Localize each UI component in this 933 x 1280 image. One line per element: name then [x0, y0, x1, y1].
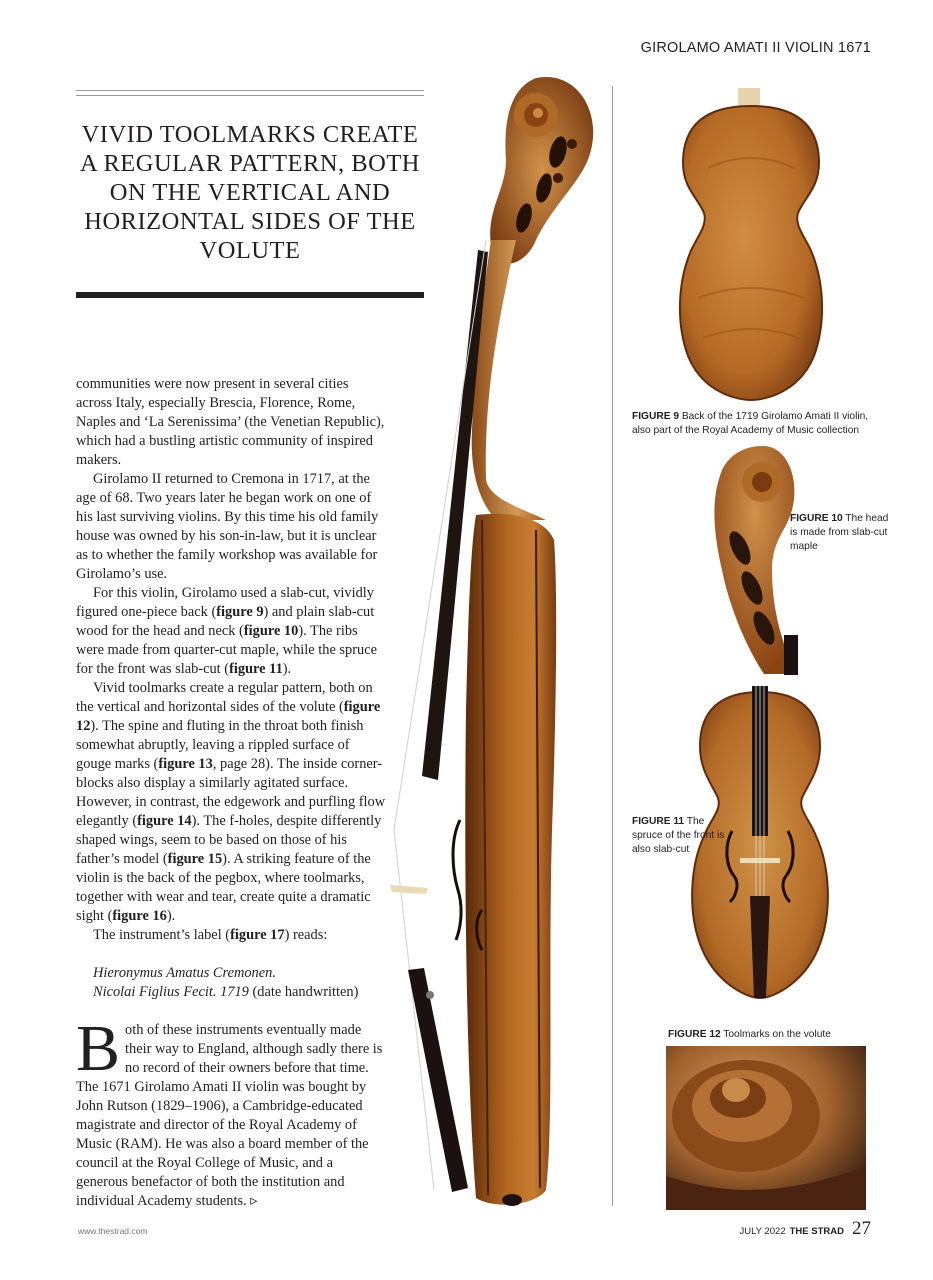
figure-ref-13: figure 13 — [158, 756, 213, 772]
figure-9-caption: FIGURE 9 Back of the 1719 Girolamo Amati II violin, also part of the Royal Academy of Music collection — [632, 411, 869, 436]
figure-ref-11: figure 11 — [229, 661, 283, 677]
figure-10-caption: FIGURE 10 The head is made from slab-cut maple — [790, 513, 889, 552]
running-head: GIROLAMO AMATI II VIOLIN 1671 — [640, 40, 871, 56]
article-body — [76, 375, 388, 1211]
figure-9-photo — [668, 88, 834, 406]
footer-folio — [739, 1218, 871, 1240]
paragraph-2: Girolamo II returned to Cremona in 1717, at the age of 68. Two years later he began work on one of his last surviving violins. By this time his old family house was owned by his son-in-law, but it is unclear as to whether the family workshop was available for Girolamo’s use. — [76, 471, 379, 582]
paragraph-6: Both of these instruments eventually made their way to England, although sadly there is no record of their owners before that time. The 1671 Girolamo Amati II violin was bought by John Rutson (1829–1906), a Cambridge-educated magistrate and director of the Royal Academy of Music (RAM). He was also a board member of the council at the Royal College of Music, and a generous benefactor of both the institution and individual Academy students. ▹ — [76, 1012, 383, 1209]
instrument-label-quote: Hieronymus Amatus Cremonen. Nicolai Figlius Fecit. 1719 (date handwritten) — [93, 965, 359, 1000]
figure-ref-14: figure 14 — [137, 813, 192, 829]
footer-magazine: THE STRAD — [789, 1226, 844, 1237]
pullquote-rule-bottom — [76, 292, 424, 298]
paragraph-3: For this violin, Girolamo used a slab-cut, vividly figured one-piece back (figure 9) and plain slab-cut wood for the head and neck (figure 10). The ribs were made from quarter-cut maple, while the spruce for the front was slab-cut (figure 11). — [76, 585, 377, 677]
pullquote-rule-top-1 — [76, 90, 424, 91]
paragraph-5: The instrument’s label (figure 17) reads: — [93, 927, 328, 943]
pull-quote: VIVID TOOLMARKS CREATE A REGULAR PATTERN, BOTH ON THE VERTICAL AND HORIZONTAL SIDES OF THE VOLUTE — [79, 121, 420, 264]
figure-11-caption: FIGURE 11 The spruce of the front is also slab-cut — [632, 816, 725, 855]
paragraph-4: Vivid toolmarks create a regular pattern, both on the vertical and horizontal sides of the volute (figure 12). The spine and fluting in the throat both finish somewhat abruptly, leaving a rippled surface of gouge marks (figure 13, page 28). The inside corner-blocks also display a similarly agitated surface. However, in contrast, the edgework and purfling flow elegantly (figure 14). The f-holes, despite differently shaped wings, seem to be based on those of his father’s model (figure 15). A striking feature of the violin is the back of the pegbox, where toolmarks, together with wear and tear, create quite a dramatic sight (figure 16). — [76, 680, 386, 924]
footer-url: www.thestrad.com — [78, 1226, 148, 1236]
figure-ref-12: figure 12 — [76, 699, 381, 734]
figure-12-photo — [666, 1046, 866, 1210]
figure-ref-16: figure 16 — [112, 908, 167, 924]
page-number: 27 — [852, 1218, 871, 1239]
footer-date: JULY 2022 — [739, 1226, 786, 1237]
drop-cap: B — [76, 1012, 121, 1085]
figure-ref-15: figure 15 — [167, 851, 223, 867]
figure-12-caption: FIGURE 12 Toolmarks on the volute — [668, 1029, 831, 1040]
figure-ref-9: figure 9 — [216, 604, 264, 620]
violin-side-photo — [386, 70, 608, 1220]
pullquote-rule-top-2 — [76, 95, 424, 96]
figure-ref-10: figure 10 — [243, 623, 299, 639]
figure-ref-17: figure 17 — [230, 927, 285, 943]
column-divider — [612, 86, 613, 1206]
paragraph-1: communities were now present in several cities across Italy, especially Brescia, Florence, Rome, Naples and ‘La Serenissima’ (the Venetian Republic), which had a bustling artistic community of inspired makers. — [76, 376, 385, 468]
figure-10-photo — [700, 440, 800, 676]
